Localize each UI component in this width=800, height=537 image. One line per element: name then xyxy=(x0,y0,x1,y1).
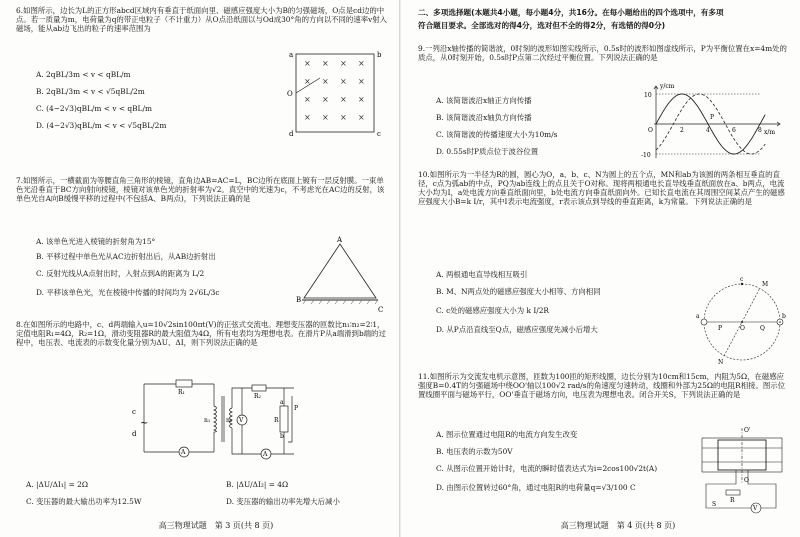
q7-label-C: C xyxy=(378,306,384,314)
question-9-options xyxy=(426,94,626,158)
page-4-footer: 高三物理试题 第 4 页(共 8 页) xyxy=(560,521,676,531)
question-6 xyxy=(16,6,388,35)
q7-prism-figure xyxy=(296,236,386,320)
q8-option-b[interactable]: B. |ΔU/ΔI₂| = 4Ω xyxy=(226,480,289,489)
q10-label-a: a xyxy=(696,313,700,320)
question-11 xyxy=(418,372,788,401)
q7-option-d[interactable]: D. 平移该单色光，光在棱镜中传播的时间均为 2√6L/3c xyxy=(36,288,220,298)
question-11-stem: 11.如图所示为交流发电机示意图，匝数为100匝的矩形线圈，边长分别为10cm和15cm，内阻为5Ω，在磁感应强度B=0.4T的匀强磁场中绕OO'轴以100√2 rad/s的角速度匀速转动，线圈和外部为25Ω的电阻R相接。图示位置线圈平面与磁场平行，OO'垂直于磁场方向，电压表为理想电表。闭合开关S，下列说法正确的是 xyxy=(418,372,786,400)
question-10-options xyxy=(426,268,666,336)
question-7 xyxy=(16,176,388,205)
q11-generator-figure xyxy=(696,424,788,514)
q8-label-P: P xyxy=(294,405,299,412)
q8-label-d: d xyxy=(132,430,137,438)
q10-label-c: c xyxy=(740,276,744,283)
question-9-stem: 9.一列沿x轴传播的简谐波，0时刻的波形如图实线所示，0.5s时的波形如图虚线所示，P为平衡位置在x=4m处的质点，从0时刻开始，0.5s时P点第二次经过平衡位置。下列说法正确的是 xyxy=(418,44,787,63)
q9-option-d[interactable]: D. 0.55s时P质点位于波谷位置 xyxy=(436,147,539,157)
q8-option-d[interactable]: D. 变压器的输出功率先增大后减小 xyxy=(226,497,340,507)
q8-label-R1: R₁ xyxy=(178,389,185,396)
q10-label-N: N xyxy=(718,359,724,366)
question-10-stem: 10.如图所示为一半径为R的圆，圆心为O，a、b、c、N为圆上的五个点，MN和ab为该圆的两条相互垂直的直径，c点为弧ab的中点，PQ为ab连线上的点且关于O对称。现将两根通电长直导线垂直纸面放在a、b两点，电流大小均为I，a处电流方向垂直纸面向里，b处电流方向垂直纸面向外。已知长直电流在其周围空间某点产生的磁感应强度大小B=k I/r，其中I表示电流强度，r表示该点到导线的垂直距离，k为常量。下列说法正确的是 xyxy=(418,170,785,207)
q8-label-n1: n₁ xyxy=(204,417,211,424)
q6-field-cross: × xyxy=(358,77,365,86)
question-7-options xyxy=(26,235,276,299)
q8-label-R: R xyxy=(274,417,279,424)
q11-label-R: R xyxy=(730,497,735,504)
q8-label-a: a xyxy=(280,399,284,406)
q6-option-c[interactable]: C. (4−2√3)qBL/m < v < qBL/m xyxy=(36,104,152,114)
q9-wave-graph xyxy=(640,80,788,162)
q9-option-b[interactable]: B. 该简谐波沿x轴负方向传播 xyxy=(436,113,532,123)
q9-option-c[interactable]: C. 该简谐波的传播速度大小为10m/s xyxy=(436,130,558,140)
q8-option-c[interactable]: C. 变压器的最大输出功率为12.5W xyxy=(26,497,142,507)
question-7-stem: 7.如图所示，一横截面为等腰直角三角形的棱镜，直角边AB=AC=L，BC边所在底面上镀有一层反射膜。一束单色光沿垂直于BC方向射向棱镜，棱镜对该单色光的折射率为√2。真空中的光速为c，不考虑光在AC边的反射，该单色光自A向B缓慢平移的过程中(不包括A、B两点)，下列说法正确的是 xyxy=(16,176,385,204)
q9-point-P-label: P xyxy=(710,114,715,121)
q7-label-B: B xyxy=(296,296,302,304)
q9-option-a[interactable]: A. 该简谐波沿x轴正方向传播 xyxy=(436,96,532,105)
q11-label-O-prime: O' xyxy=(744,427,751,434)
section-2-header-line1: 二、多项选择题(本题共4小题，每小题4分，共16分。在每小题给出的四个选项中，有多项 xyxy=(418,8,724,17)
section-2-header xyxy=(418,8,788,33)
question-8-options xyxy=(16,478,388,508)
q6-field-cross: × xyxy=(304,95,311,104)
q6-field-cross: × xyxy=(358,95,365,104)
q6-field-cross: × xyxy=(340,95,347,104)
question-6-stem: 6.如图所示，边长为L的正方形abcd区域内有垂直于纸面向里、磁感应强度大小为B的匀强磁场，O点是cd边的中点。若一质量为m，电荷量为q的带正电粒子（不计重力）从O点沿纸面以与Od成30°角的方向以不同的速率v射入磁场，能从ab边飞出的粒子的速率范围为 xyxy=(16,6,388,34)
question-10 xyxy=(418,170,788,208)
q11-label-O: O xyxy=(744,477,749,484)
q6-field-cross: × xyxy=(304,59,311,68)
q9-x-tick-8: 8 xyxy=(758,127,762,134)
question-11-options xyxy=(426,428,688,494)
q6-field-cross: × xyxy=(340,77,347,86)
q7-option-b[interactable]: B. 平移过程中单色光从AC边折射出后，从AB边折射出 xyxy=(36,252,216,262)
q7-option-a[interactable]: A. 该单色光进入棱镜的折射角为15° xyxy=(36,237,156,246)
q6-magnetic-field-figure xyxy=(286,48,386,138)
q11-option-b[interactable]: B. 电压表的示数为50V xyxy=(436,447,513,457)
q6-label-d: d xyxy=(289,130,294,138)
q10-label-P: P xyxy=(718,325,723,332)
q8-ammeter-A2: A xyxy=(263,451,268,458)
question-6-options xyxy=(26,68,206,132)
q9-y-axis-label: y/cm xyxy=(660,83,675,90)
q7-label-A: A xyxy=(337,236,343,244)
question-8 xyxy=(16,320,388,349)
q10-label-M: M xyxy=(762,281,769,288)
q11-option-c[interactable]: C. 从图示位置开始计时，电流的瞬时值表达式为i=2cos100√2t(A) xyxy=(436,464,658,474)
q6-option-d[interactable]: D. (4−2√3)qBL/m < v < √5qBL/2m xyxy=(36,121,167,131)
q8-label-b: b xyxy=(280,433,284,440)
q6-field-cross: × xyxy=(358,113,365,122)
q6-field-cross: × xyxy=(358,59,365,68)
q9-x-tick-4: 4 xyxy=(706,127,710,134)
q8-option-a[interactable]: A. |ΔU/ΔI₁| = 2Ω xyxy=(26,480,89,489)
q10-option-b[interactable]: B. M、N两点处的磁感应强度大小相等、方向相同 xyxy=(436,287,601,297)
q10-label-b: b xyxy=(782,313,786,320)
q8-ammeter-A1: A xyxy=(181,449,186,456)
q6-label-b: b xyxy=(377,51,382,59)
question-9 xyxy=(418,44,788,64)
q9-y-tick-10: 10 xyxy=(644,92,652,99)
q9-x-tick-6: 6 xyxy=(732,127,736,134)
q6-option-a[interactable]: A. 2qBL/3m < v < qBL/m xyxy=(36,70,131,79)
q6-option-b[interactable]: B. 2qBL/3m < v < √5qBL/2m xyxy=(36,87,145,97)
q6-field-cross: × xyxy=(304,113,311,122)
q6-label-a: a xyxy=(289,51,294,59)
q6-field-cross: × xyxy=(340,59,347,68)
q6-field-cross: × xyxy=(322,95,329,104)
q8-voltmeter-V: V xyxy=(239,417,244,424)
q10-option-c[interactable]: C. c处的磁感应强度大小为 k I/2R xyxy=(436,306,549,316)
q11-switch-S: S xyxy=(712,501,717,508)
q11-option-a[interactable]: A. 图示位置通过电阻R的电流方向发生改变 xyxy=(436,430,578,439)
q10-option-d[interactable]: D. 从P点沿直线至Q点，磁感应强度先减小后增大 xyxy=(436,325,598,335)
right-page xyxy=(400,0,800,537)
q6-label-c: c xyxy=(377,130,381,138)
q10-option-a[interactable]: A. 两根通电直导线相互吸引 xyxy=(436,270,528,279)
q11-option-d[interactable]: D. 由图示位置转过60°角，通过电阻R的电荷量q=√3/100 C xyxy=(436,483,636,493)
q6-field-cross: × xyxy=(340,113,347,122)
q6-field-cross: × xyxy=(322,59,329,68)
q8-label-c: c xyxy=(132,408,136,416)
q8-ac-source-symbol: ~ xyxy=(140,418,149,429)
q10-circle-wires-figure xyxy=(696,272,788,368)
q6-label-O: O xyxy=(287,90,293,98)
q8-label-R2: R₂ xyxy=(254,393,261,400)
q8-label-n2: n₂ xyxy=(226,417,233,424)
section-2-header-line2: 符合题目要求。全部选对的得4分，选对但不全的得2分，有选错的得0分) xyxy=(418,21,666,31)
q11-voltmeter-V: V xyxy=(753,505,758,512)
q9-x-tick-2: 2 xyxy=(680,127,684,134)
q10-label-O: O xyxy=(740,325,745,332)
q10-label-Q: Q xyxy=(760,325,765,332)
page-3-footer: 高三物理试题 第 3 页(共 8 页) xyxy=(158,521,274,531)
q6-field-cross: × xyxy=(322,113,329,122)
q6-field-cross: × xyxy=(304,77,311,86)
q7-option-c[interactable]: C. 反射光线从A点射出时，入射点到A的距离为 L/2 xyxy=(36,269,205,279)
q9-y-tick-neg10: -10 xyxy=(641,152,651,159)
question-8-stem: 8.在如图所示的电路中，c、d两端输入u=10√2sin100πt(V)的正弦式交流电。理想变压器的匝数比n₁∶n₂=2∶1，定值电阻R₁=4Ω，R₂=1Ω，滑动变阻器R的最大阻值为4Ω，所有电表均为理想电表。在滑片P从a端滑到b端的过程中，电压表、电流表的示数变化量分别为ΔU、ΔI，则下列说法正确的是 xyxy=(16,320,386,348)
q9-x-axis-label: x/m xyxy=(764,129,776,136)
q8-transformer-circuit xyxy=(124,376,324,468)
q6-field-cross: × xyxy=(322,77,329,86)
q9-origin-label: O xyxy=(648,127,653,134)
